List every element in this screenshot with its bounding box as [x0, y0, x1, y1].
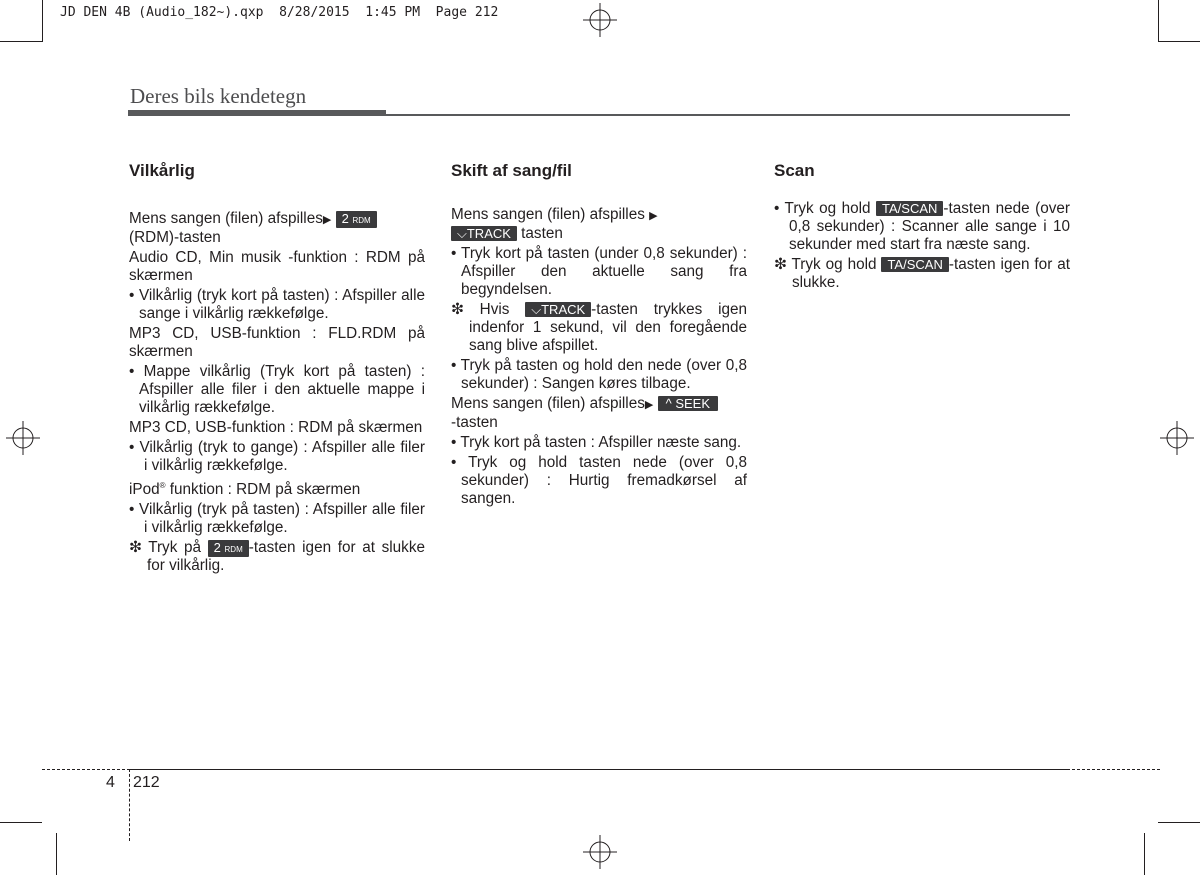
- text: tasten: [516, 225, 563, 242]
- chevron-up-icon: ^: [665, 396, 672, 411]
- text: (RDM)-tasten: [129, 229, 221, 246]
- chevron-down-icon: ⌵: [531, 302, 542, 317]
- note-item: [451, 301, 747, 355]
- header-rule-thick: [128, 110, 386, 116]
- trim-mark: [1158, 0, 1159, 42]
- paragraph: MP3 CD, USB-funktion : RDM på skærmen: [129, 419, 423, 436]
- trim-mark: [0, 822, 42, 823]
- track-key: [525, 302, 591, 317]
- column-track-change: [451, 160, 747, 510]
- paragraph: [451, 395, 747, 432]
- bullet-item: • Tryk kort på tasten : Afspiller næste sang.: [451, 434, 742, 451]
- registration-mark-icon: [6, 421, 40, 455]
- page-number: 212: [133, 774, 160, 791]
- paragraph: [451, 206, 747, 243]
- key-num: 2: [213, 540, 221, 556]
- section-heading-track: Skift af sang/fil: [451, 161, 572, 180]
- text: Mens sangen (filen) afspilles: [129, 210, 323, 227]
- tascan-key: TA/SCAN: [876, 201, 943, 216]
- track-key: [451, 226, 517, 241]
- trim-mark: [1158, 41, 1200, 42]
- key-label: SEEK: [675, 396, 710, 411]
- play-triangle-icon: ▶: [322, 214, 332, 226]
- text: -tasten trykkes igen indenfor 1 sekund, vil den foregående sang blive afspillet.: [469, 301, 747, 354]
- section-heading-scan: Scan: [774, 161, 815, 180]
- play-triangle-icon: ▶: [649, 210, 658, 222]
- paragraph: MP3 CD, USB-funktion : FLD.RDM på skærmen: [129, 325, 425, 360]
- chapter-number: 4: [106, 774, 115, 791]
- rdm-key: [208, 540, 249, 557]
- text: ❇ Hvis: [451, 301, 526, 318]
- bullet-item: • Tryk kort på tasten (under 0,8 sekunder) : Afspiller den aktuelle sang fra begyndelsen.: [451, 245, 747, 298]
- footer-rule: [128, 769, 1070, 770]
- text: -tasten igen for at slukke.: [792, 256, 1070, 291]
- footer-vertical-dash: [129, 769, 130, 841]
- bullet-item: • Vilkårlig (tryk på tasten) : Afspiller alle filer i vilkårlig rækkefølge.: [129, 501, 425, 537]
- key-label: TRACK: [466, 226, 511, 241]
- bullet-item: • Tryk og hold tasten nede (over 0,8 sekunder) : Hurtig fremadkørsel af sangen.: [451, 454, 747, 507]
- bullet-item: • Tryk på tasten og hold den nede (over 0,8 sekunder) : Sangen køres tilbage.: [451, 357, 747, 392]
- text: -tasten: [451, 414, 498, 431]
- bullet-item: • Vilkårlig (tryk kort på tasten) : Afspiller alle sange i vilkårlig rækkefølge.: [129, 287, 425, 322]
- paragraph: Audio CD, Min musik -funktion : RDM på skærmen: [129, 249, 425, 284]
- trim-mark: [0, 41, 42, 42]
- play-triangle-icon: ▶: [644, 399, 654, 411]
- text: Mens sangen (filen) afspilles: [451, 395, 645, 412]
- bullet-item: • Vilkårlig (tryk to gange) : Afspiller alle filer i vilkårlig rækkefølge.: [129, 439, 425, 474]
- print-slug: JD DEN 4B (Audio_182~).qxp 8/28/2015 1:45 PM Page 212: [60, 5, 499, 20]
- registration-mark-icon: [1160, 421, 1194, 455]
- registered-mark: ®: [159, 481, 166, 490]
- registration-mark-icon: [583, 835, 617, 869]
- trim-mark: [42, 0, 43, 42]
- key-label: TRACK: [541, 302, 586, 317]
- paragraph: [129, 477, 425, 499]
- seek-key: [658, 396, 718, 411]
- text: funktion : RDM på skærmen: [165, 481, 361, 499]
- key-label: RDM: [224, 545, 243, 555]
- text: ❇ Tryk på: [129, 539, 208, 557]
- trim-mark: [56, 833, 57, 875]
- page-header-title: Deres bils kendetegn: [130, 84, 307, 108]
- registration-mark-icon: [583, 3, 617, 37]
- text: iPod: [129, 481, 160, 499]
- paragraph: [129, 210, 425, 247]
- trim-mark: [1158, 822, 1200, 823]
- chevron-down-icon: ⌵: [457, 226, 467, 241]
- text: • Tryk og hold: [774, 200, 877, 217]
- tascan-key: TA/SCAN: [881, 257, 948, 272]
- text: -tasten igen for at slukke for vilkårlig.: [147, 539, 425, 575]
- text: Mens sangen (filen) afspilles: [451, 206, 645, 223]
- header-rule-thin: [386, 114, 1070, 116]
- rdm-key: [336, 211, 377, 228]
- bullet-item: [774, 200, 1070, 254]
- text: -tasten nede (over 0,8 sekunder) : Scanner alle sange i 10 sekunder med start fra næste sang.: [789, 200, 1070, 253]
- note-item: [129, 539, 425, 575]
- column-random: [129, 160, 425, 577]
- key-num: 2: [341, 211, 349, 226]
- key-label: RDM: [352, 216, 371, 225]
- bullet-item: • Mappe vilkårlig (Tryk kort på tasten) : Afspiller alle filer i den aktuelle mappe i vilkårlig rækkefølge.: [129, 363, 425, 416]
- text: ❇ Tryk og hold: [774, 256, 882, 273]
- note-item: [774, 256, 1070, 292]
- trim-mark: [1144, 833, 1145, 875]
- column-scan: [774, 160, 1070, 294]
- section-heading-random: Vilkårlig: [129, 161, 195, 180]
